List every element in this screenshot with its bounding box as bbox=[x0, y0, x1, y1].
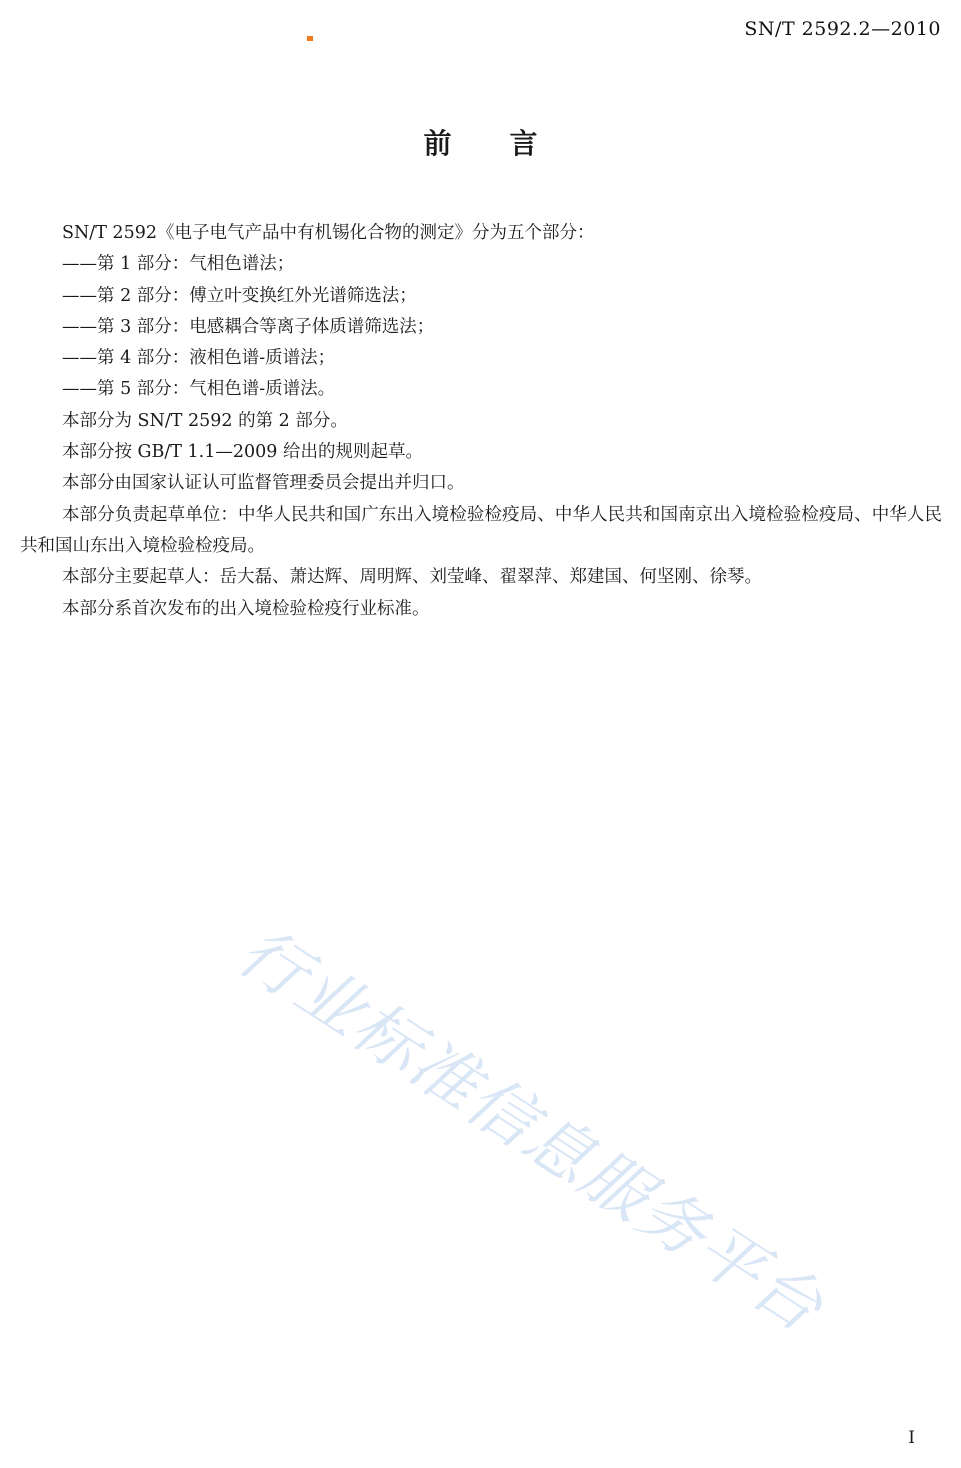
paragraph: 本部分按 GB/T 1.1—2009 给出的规则起草。 bbox=[62, 442, 423, 463]
paragraph: ——第 1 部分：气相色谱法； bbox=[62, 254, 295, 275]
paragraph: 本部分系首次发布的出入境检验检疫行业标准。 bbox=[62, 598, 430, 619]
title-char-1: 前 bbox=[423, 127, 452, 160]
paragraph: ——第 2 部分：傅立叶变换红外光谱筛选法； bbox=[62, 285, 417, 306]
title-char-2: 言 bbox=[509, 127, 538, 160]
page-title bbox=[0, 122, 961, 162]
paragraph: ——第 4 部分：液相色谱-质谱法； bbox=[62, 348, 336, 369]
paragraph: SN/T 2592《电子电气产品中有机锡化合物的测定》分为五个部分： bbox=[62, 223, 595, 243]
paragraph: ——第 5 部分：气相色谱-质谱法。 bbox=[62, 379, 336, 400]
watermark-text: 行业标准信息服务平台 bbox=[224, 912, 838, 1348]
standard-code: SN/T 2592.2—2010 bbox=[744, 18, 941, 40]
paragraph: 本部分由国家认证认可监督管理委员会提出并归口。 bbox=[62, 473, 465, 494]
paragraph: 本部分负责起草单位：中华人民共和国广东出入境检验检疫局、中华人民共和国南京出入境检验检疫局、中华人民共和国山东出入境检验检疫局。 bbox=[20, 504, 942, 556]
paragraph: 本部分为 SN/T 2592 的第 2 部分。 bbox=[62, 410, 348, 431]
page-number: I bbox=[908, 1428, 915, 1448]
orange-mark bbox=[307, 36, 313, 41]
paragraph: ——第 3 部分：电感耦合等离子体质谱筛选法； bbox=[62, 316, 435, 337]
paragraph: 本部分主要起草人：岳大磊、萧达辉、周明辉、刘莹峰、翟翠萍、郑建国、何坚刚、徐琴。 bbox=[62, 567, 762, 588]
foreword-body bbox=[20, 218, 942, 625]
